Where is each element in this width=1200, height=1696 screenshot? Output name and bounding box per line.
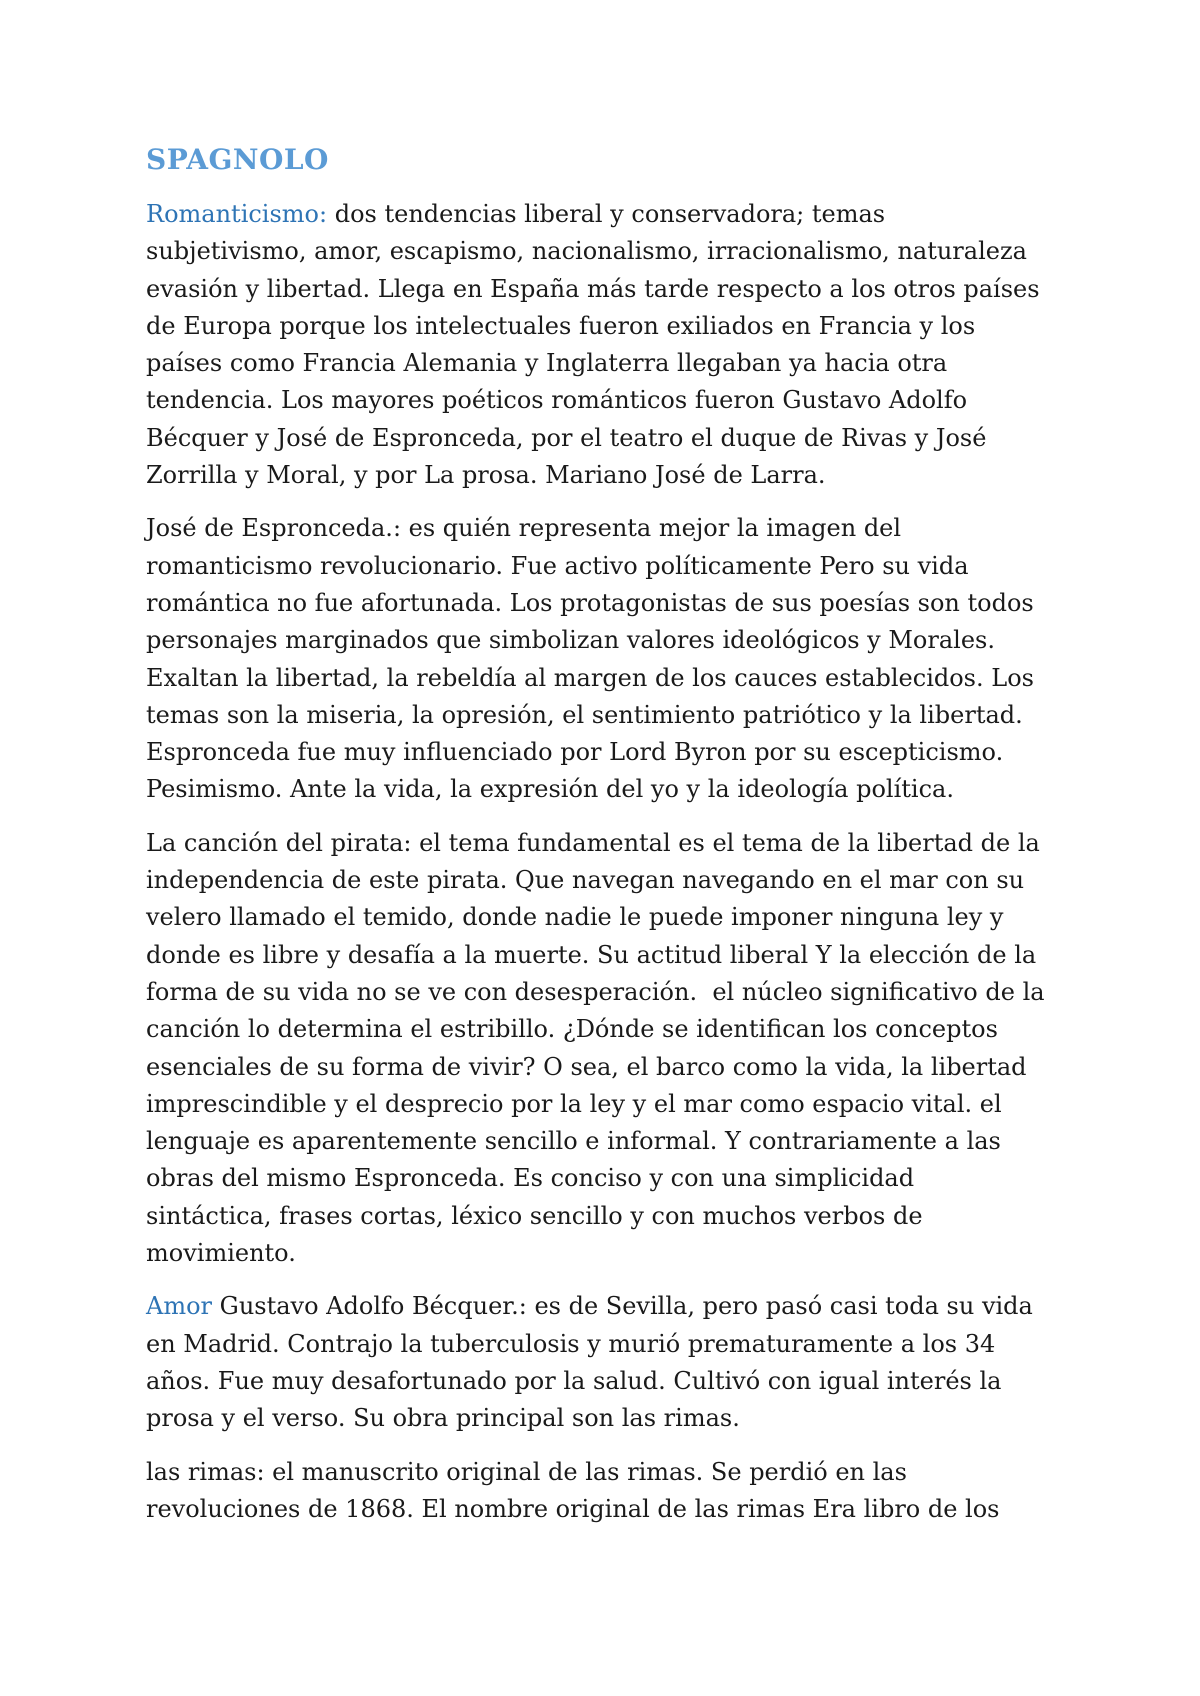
- line-text: prosa y el verso. Su obra principal son las rimas.: [146, 1404, 740, 1433]
- text-line: [146, 271, 1066, 308]
- text-line: [146, 1491, 1066, 1528]
- text-line: [146, 420, 1066, 457]
- line-text: temas son la miseria, la opresión, el sentimiento patriótico y la libertad.: [146, 700, 1023, 729]
- text-line: [146, 510, 1066, 547]
- line-text: subjetivismo, amor, escapismo, nacionalismo, irracionalismo, naturaleza: [146, 237, 1027, 266]
- line-text: Pesimismo. Ante la vida, la expresión del yo y la ideología política.: [146, 775, 954, 804]
- text-line: [146, 585, 1066, 622]
- line-text: movimiento.: [146, 1239, 296, 1268]
- line-text: José de Espronceda.: es quién representa mejor la imagen del: [146, 514, 902, 543]
- text-line: [146, 1400, 1066, 1437]
- text-line: [146, 1235, 1066, 1272]
- text-line: [146, 1123, 1066, 1160]
- line-text: países como Francia Alemania y Inglaterra llegaban ya hacia otra: [146, 349, 948, 378]
- text-line: [146, 734, 1066, 771]
- line-text: años. Fue muy desafortunado por la salud. Cultivó con igual interés la: [146, 1366, 1002, 1395]
- line-text: Zorrilla y Moral, y por La prosa. Mariano José de Larra.: [146, 461, 826, 490]
- line-text: Exaltan la libertad, la rebeldía al margen de los cauces establecidos. Los: [146, 663, 1034, 692]
- text-line: [146, 457, 1066, 494]
- line-text: las rimas: el manuscrito original de las rimas. Se perdió en las: [146, 1457, 907, 1486]
- line-text: Espronceda fue muy influenciado por Lord Byron por su escepticismo.: [146, 738, 1004, 767]
- line-text: imprescindible y el desprecio por la ley y el mar como espacio vital. el: [146, 1089, 1002, 1118]
- line-text: Bécquer y José de Espronceda, por el teatro el duque de Rivas y José: [146, 423, 987, 452]
- text-line: [146, 1049, 1066, 1086]
- paragraph: [146, 510, 1066, 808]
- text-line: [146, 622, 1066, 659]
- text-line: [146, 233, 1066, 270]
- paragraph-list: [146, 196, 1066, 1528]
- text-line: [146, 196, 1066, 233]
- text-line: [146, 1086, 1066, 1123]
- text-line: [146, 308, 1066, 345]
- line-text: La canción del pirata: el tema fundamental es el tema de la libertad de la: [146, 828, 1040, 857]
- paragraph: [146, 825, 1066, 1273]
- text-line: [146, 899, 1066, 936]
- text-line: [146, 771, 1066, 808]
- highlighted-term: Romanticismo:: [146, 200, 328, 228]
- line-text: independencia de este pirata. Que navegan navegando en el mar con su: [146, 866, 1025, 895]
- text-line: [146, 937, 1066, 974]
- line-text: dos tendencias liberal y conservadora; temas: [327, 200, 886, 228]
- line-text: romántica no fue afortunada. Los protagonistas de sus poesías son todos: [146, 588, 1034, 617]
- text-line: [146, 1326, 1066, 1363]
- paragraph: [146, 1288, 1066, 1437]
- text-line: [146, 1198, 1066, 1235]
- line-text: velero llamado el temido, donde nadie le puede imponer ninguna ley y: [146, 903, 1004, 932]
- document-title: SPAGNOLO: [146, 143, 329, 176]
- line-text: Gustavo Adolfo Bécquer.: es de Sevilla, pero pasó casi toda su vida: [212, 1292, 1033, 1321]
- line-text: canción lo determina el estribillo. ¿Dónde se identifican los conceptos: [146, 1015, 998, 1044]
- line-text: esenciales de su forma de vivir? O sea, el barco como la vida, la libertad: [146, 1052, 1027, 1081]
- highlighted-term: Amor: [146, 1292, 213, 1321]
- line-text: tendencia. Los mayores poéticos románticos fueron Gustavo Adolfo: [146, 386, 968, 415]
- text-line: [146, 1288, 1066, 1325]
- text-line: [146, 345, 1066, 382]
- text-line: [146, 1160, 1066, 1197]
- text-line: [146, 697, 1066, 734]
- text-line: [146, 1363, 1066, 1400]
- text-line: [146, 660, 1066, 697]
- text-line: [146, 1454, 1066, 1491]
- text-line: [146, 382, 1066, 419]
- text-line: [146, 1011, 1066, 1048]
- line-text: de Europa porque los intelectuales fueron exiliados en Francia y los: [146, 311, 976, 340]
- line-text: en Madrid. Contrajo la tuberculosis y murió prematuramente a los 34: [146, 1329, 996, 1358]
- paragraph: [146, 196, 1066, 494]
- line-text: donde es libre y desafía a la muerte. Su actitud liberal Y la elección de la: [146, 940, 1037, 969]
- paragraph: [146, 1454, 1066, 1529]
- line-text: sintáctica, frases cortas, léxico sencillo y con muchos verbos de: [146, 1201, 923, 1230]
- text-line: [146, 974, 1066, 1011]
- line-text: lenguaje es aparentemente sencillo e informal. Y contrariamente a las: [146, 1127, 1001, 1156]
- line-text: evasión y libertad. Llega en España más tarde respecto a los otros países: [146, 274, 1040, 303]
- line-text: revoluciones de 1868. El nombre original de las rimas Era libro de los: [146, 1494, 1000, 1523]
- line-text: romanticismo revolucionario. Fue activo políticamente Pero su vida: [146, 551, 969, 580]
- line-text: obras del mismo Espronceda. Es conciso y con una simplicidad: [146, 1164, 915, 1193]
- document-body: [146, 140, 1066, 1544]
- text-line: [146, 548, 1066, 585]
- line-text: personajes marginados que simbolizan valores ideológicos y Morales.: [146, 626, 995, 655]
- text-line: [146, 825, 1066, 862]
- text-line: [146, 862, 1066, 899]
- line-text: forma de su vida no se ve con desesperación. el núcleo significativo de la: [146, 977, 1045, 1006]
